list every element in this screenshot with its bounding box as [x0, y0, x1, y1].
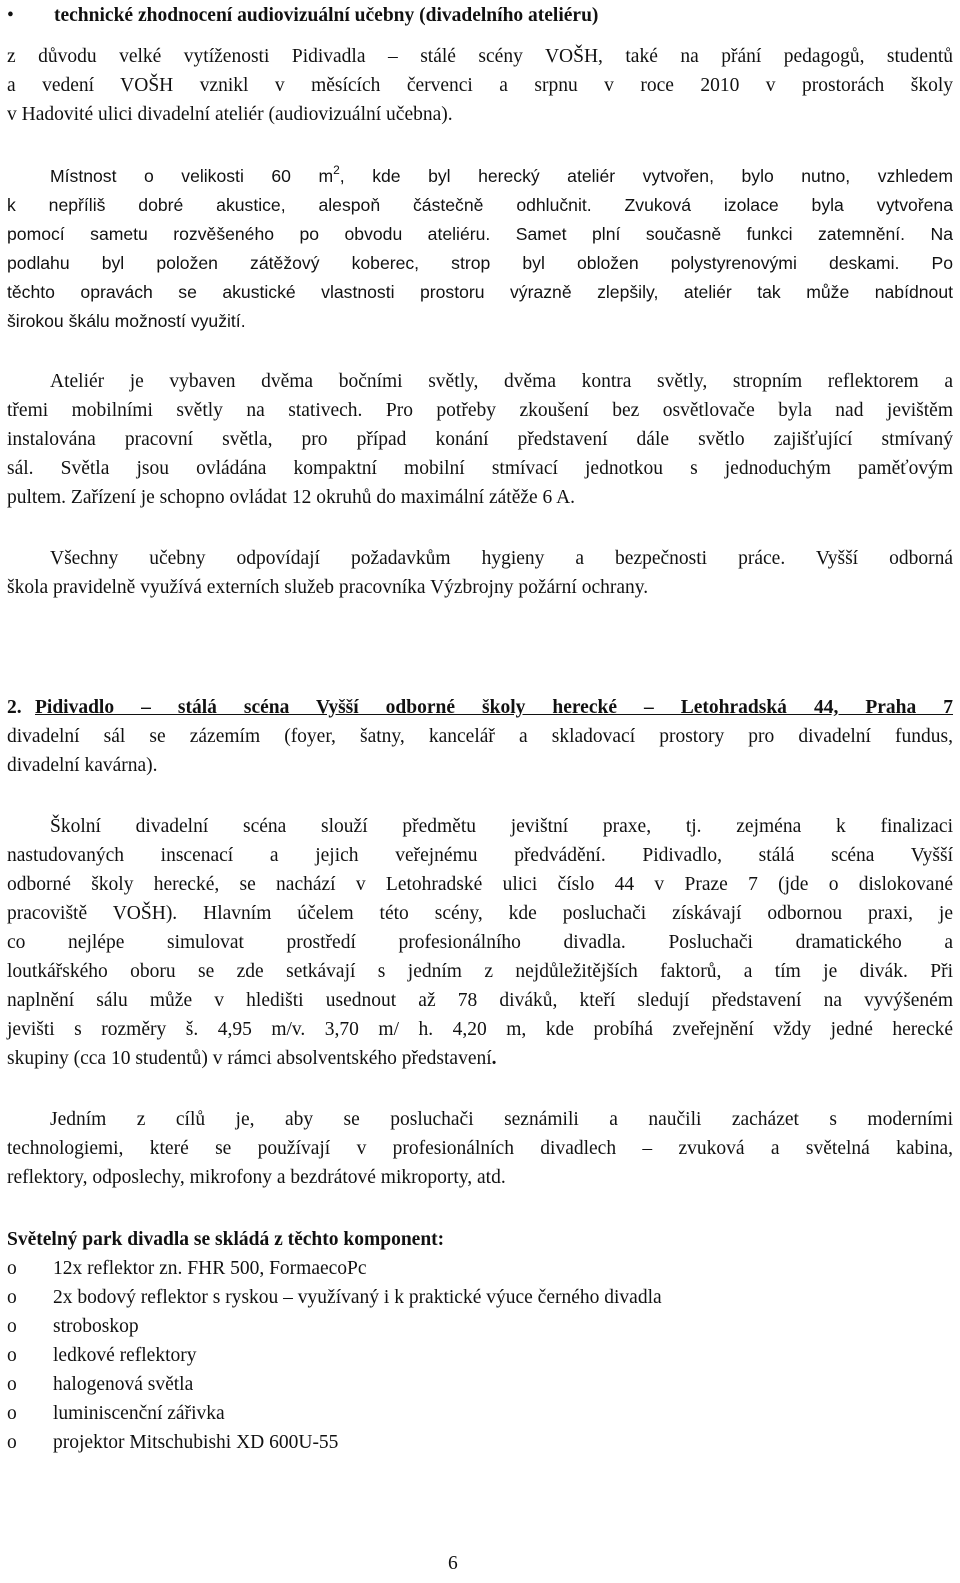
- paragraph-line: naplnění sálu může v hledišti usednout až 78 diváků, kteří sledují představení na vyvýšeném: [7, 990, 953, 1011]
- list-marker: o: [7, 1316, 17, 1337]
- paragraph-line: třemi mobilními světly na stativech. Pro potřeby zkoušení bez osvětlovače byla nad jevištěm: [7, 400, 953, 421]
- paragraph-line: skupiny (cca 10 studentů) v rámci absolventského představení.: [7, 1048, 497, 1069]
- paragraph-line: Místnost o velikosti 60 $m^2$, kde byl herecký ateliér vytvořen, bylo nutno, vzhledem: [50, 163, 953, 186]
- paragraph-line: divadelní kavárna).: [7, 755, 158, 776]
- list-item: halogenová světla: [53, 1374, 194, 1395]
- paragraph-line: pracoviště VOŠH). Hlavním účelem této scény, kde posluchači získávají odbornou praxi, je: [7, 903, 953, 924]
- paragraph-line: Všechny učebny odpovídají požadavkům hygieny a bezpečnosti práce. Vyšší odborná: [50, 548, 953, 569]
- paragraph-line: k nepříliš dobré akustice, alespoň částečně odhlučnit. Zvuková izolace byla vytvořena: [7, 195, 953, 215]
- list-item: stroboskop: [53, 1316, 139, 1337]
- paragraph-line: loutkářského oboru se zde setkávají s jedním z nejdůležitějších faktorů, a tím je divák. Při: [7, 961, 953, 982]
- list-marker: o: [7, 1432, 17, 1453]
- list-item: projektor Mitschubishi XD 600U-55: [53, 1432, 339, 1453]
- paragraph-line: Školní divadelní scéna slouží předmětu jevištní praxe, tj. zejména k finalizaci: [50, 816, 953, 837]
- paragraph-line: sál. Světla jsou ovládána kompaktní mobilní stmívací jednotkou s jednoduchým paměťovým: [7, 458, 953, 479]
- list-item: 2x bodový reflektor s ryskou – využívaný i k praktické výuce černého divadla: [53, 1287, 662, 1308]
- bullet-marker: •: [7, 5, 14, 26]
- paragraph-line: reflektory, odposlechy, mikrofony a bezdrátové mikroporty, atd.: [7, 1167, 506, 1188]
- paragraph-line: co nejlépe simulovat prostředí profesionálního divadla. Posluchači dramatického a: [7, 932, 953, 953]
- list-marker: o: [7, 1374, 17, 1395]
- superscript: 2: [333, 163, 340, 177]
- list-marker: o: [7, 1403, 17, 1424]
- paragraph-line: jevišti s rozměry š. 4,95 m/v. 3,70 m/ h. 4,20 m, kde probíhá zveřejnění vždy jedné herecké: [7, 1019, 953, 1040]
- paragraph-line: škola pravidelně využívá externích služeb pracovníka Výzbrojny požární ochrany.: [7, 577, 649, 598]
- paragraph-line: divadelní sál se zázemím (foyer, šatny, kancelář a skladovací prostory pro divadelní fundus,: [7, 726, 953, 747]
- list-item: 12x reflektor zn. FHR 500, FormaecoPc: [53, 1258, 367, 1279]
- list-marker: o: [7, 1345, 17, 1366]
- paragraph-line: z důvodu velké vytíženosti Pidivadla – stálé scény VOŠH, také na přání pedagogů, studentů: [7, 46, 953, 67]
- paragraph-line: v Hadovité ulici divadelní ateliér (audiovizuální učebna).: [7, 104, 453, 125]
- list-item: ledkové reflektory: [53, 1345, 197, 1366]
- paragraph-line: instalována pracovní světla, pro případ konání představení dále světlo zajišťující stmívaný: [7, 429, 953, 450]
- page-number: 6: [448, 1553, 458, 1574]
- paragraph-line: podlahu byl položen zátěžový koberec, strop byl obložen polystyrenovými deskami. Po: [7, 253, 953, 273]
- section1-heading: technické zhodnocení audiovizuální učebny (divadelního ateliéru): [54, 5, 599, 26]
- list-marker: o: [7, 1258, 17, 1279]
- paragraph-line: nastudovaných inscenací a jejich veřejnému předvádění. Pidivadlo, stálá scéna Vyšší: [7, 845, 953, 866]
- section2-heading: Pidivadlo – stálá scéna Vyšší odborné školy herecké – Letohradská 44, Praha 7: [35, 697, 953, 718]
- paragraph-line: Jedním z cílů je, aby se posluchači seznámili a naučili zacházet s moderními: [50, 1109, 953, 1130]
- paragraph-line: a vedení VOŠH vznikl v měsících červenci a srpnu v roce 2010 v prostorách školy: [7, 75, 953, 96]
- paragraph-line: technologiemi, které se používají v profesionálních divadlech – zvuková a světelná kabina,: [7, 1138, 953, 1159]
- paragraph-line: pomocí sametu rozvěšeného po obvodu ateliéru. Samet plní současně funkci zatemnění. Na: [7, 224, 953, 244]
- paragraph-line: těchto opravách se akustické vlastnosti prostoru výrazně zlepšily, ateliér tak může nabídnout: [7, 282, 953, 302]
- list-item: luminiscenční zářivka: [53, 1403, 225, 1424]
- paragraph-line: širokou škálu možností využití.: [7, 311, 246, 331]
- light-park-heading: Světelný park divadla se skládá z těchto komponent:: [7, 1229, 445, 1250]
- section2-number: 2.: [7, 697, 22, 718]
- paragraph-line: Ateliér je vybaven dvěma bočními světly, dvěma kontra světly, stropním reflektorem a: [50, 371, 953, 392]
- list-marker: o: [7, 1287, 17, 1308]
- paragraph-line: pultem. Zařízení je schopno ovládat 12 okruhů do maximální zátěže 6 A.: [7, 487, 576, 508]
- paragraph-line: odborné školy herecké, se nachází v Letohradské ulici číslo 44 v Praze 7 (jde o dislokované: [7, 874, 953, 895]
